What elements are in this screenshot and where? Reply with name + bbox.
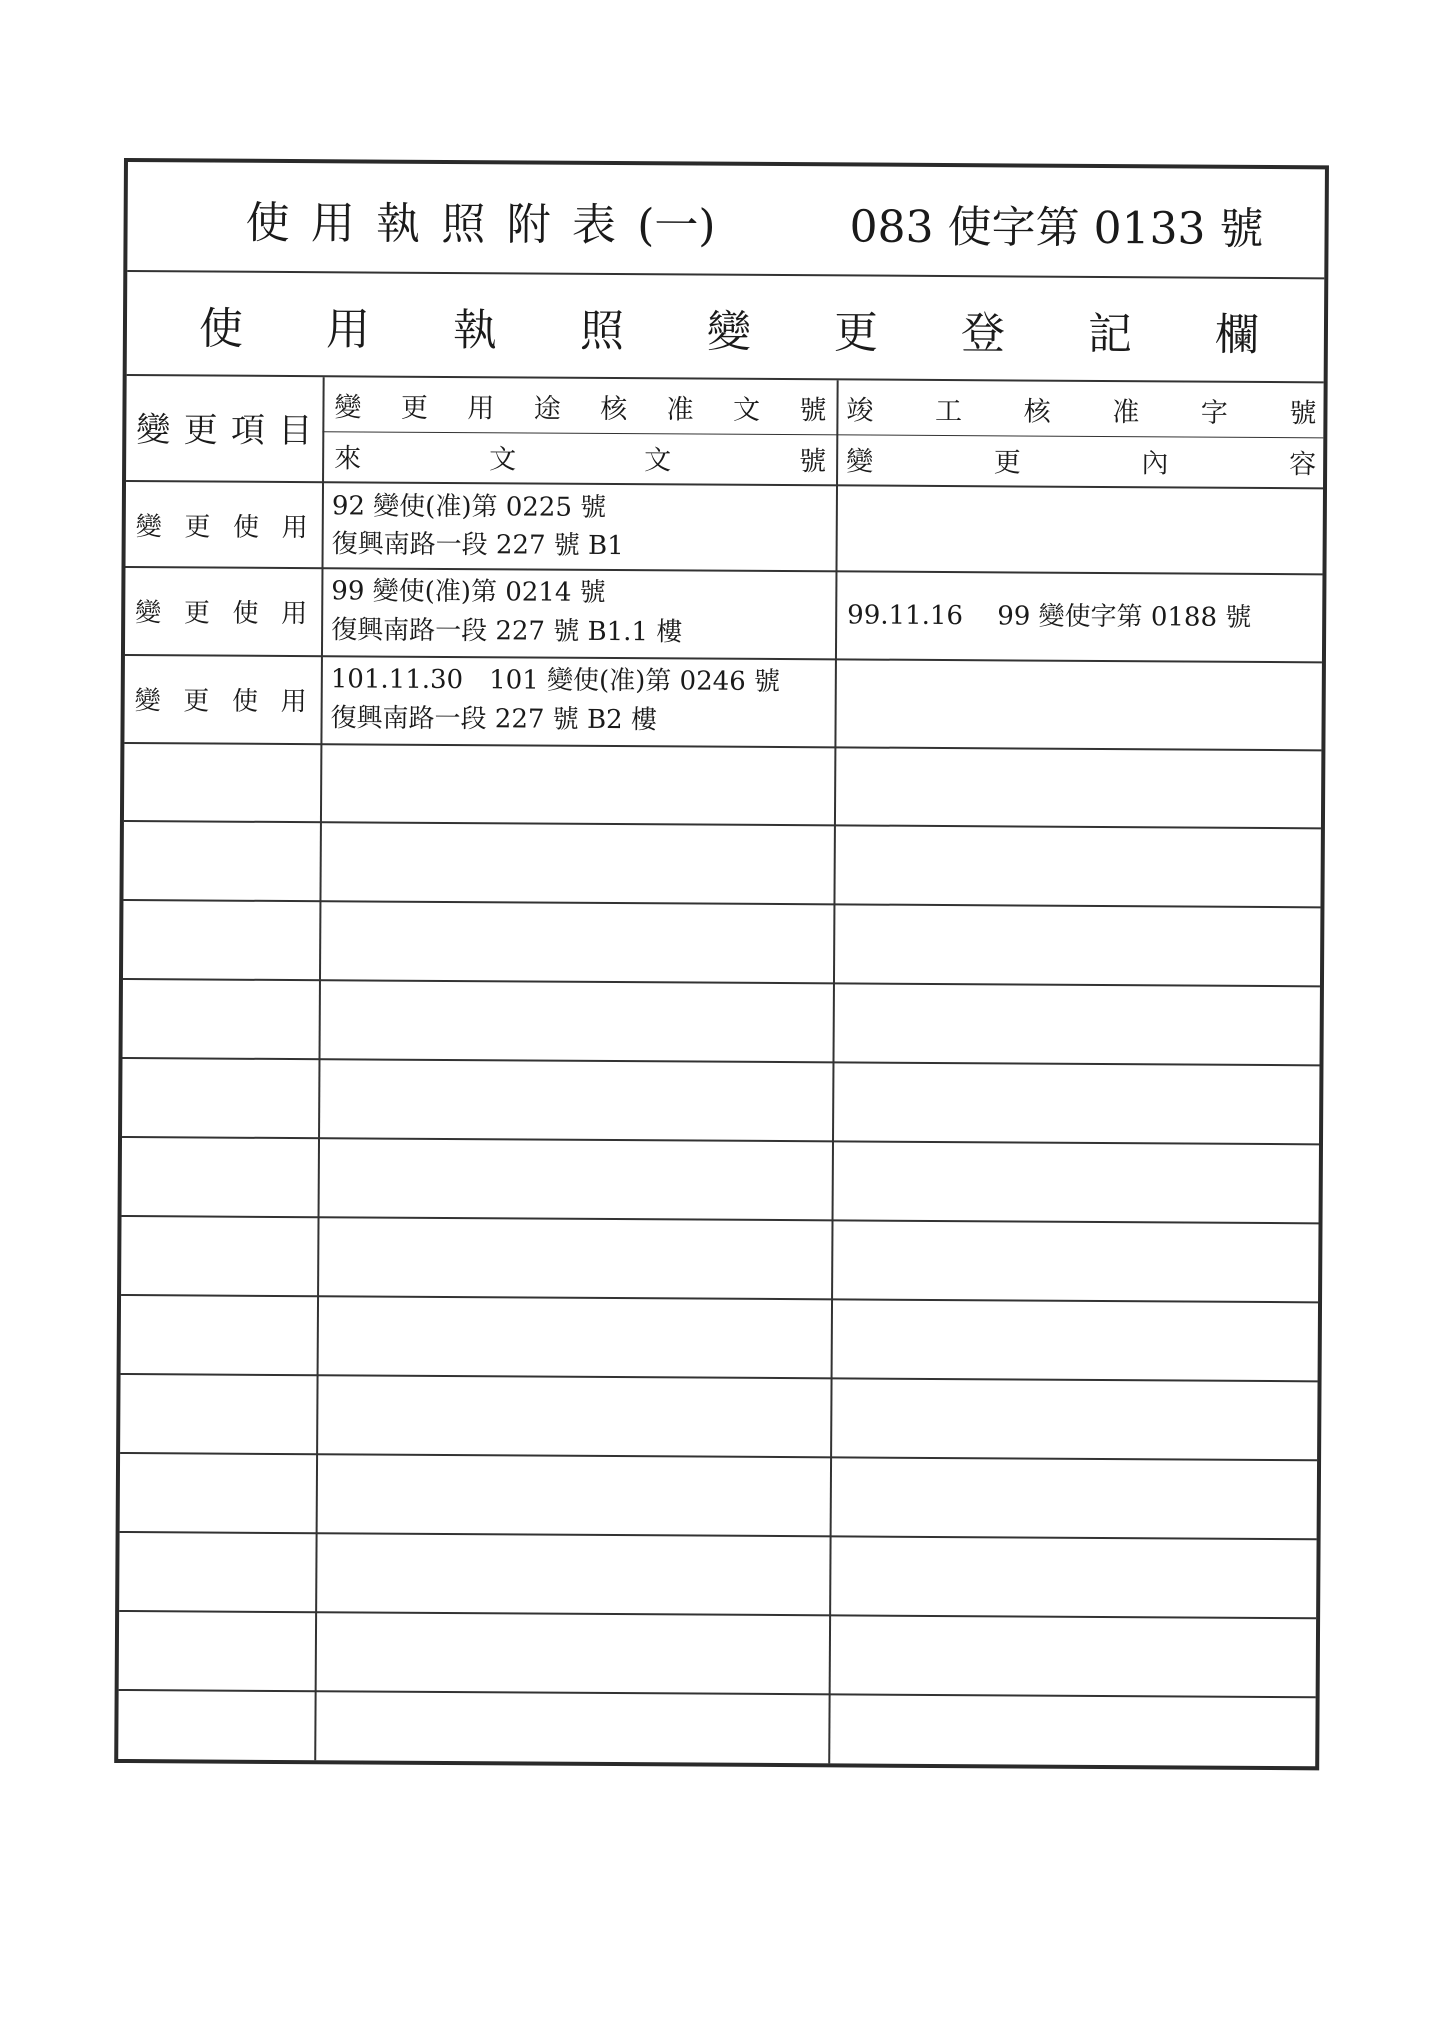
header-completion-approval-no [846,387,1316,430]
header-char: 變 [846,445,874,478]
header-char: 途 [533,393,561,425]
header-char: 更 [183,409,218,451]
header-char: 文 [644,444,672,476]
register-title-char: 更 [833,307,879,359]
row-doc-number: 101.11.30 101 變使(准)第 0246 號 [330,664,781,698]
header-char: 項 [230,410,266,451]
row-change-item [135,590,307,631]
item-char: 使 [231,686,259,717]
item-char: 用 [280,686,307,717]
empty-row-line [124,820,1321,829]
register-title-row [127,272,1325,383]
title-char: 照 [441,198,486,251]
header-bottom-line [126,480,1323,489]
title-char: 用 [310,198,356,250]
register-title-char: 執 [452,305,498,357]
title-char: 附 [506,199,551,251]
header-char: 變 [334,391,362,423]
register-title-char: 用 [325,304,371,356]
header-char: 文 [489,443,517,475]
empty-row-line [122,1215,1319,1224]
header-char: 文 [732,394,761,426]
title-char: (一) [637,200,716,252]
license-form [114,158,1329,1770]
register-title [199,294,1259,360]
row-line [124,742,1321,751]
row-line [125,566,1322,575]
register-title-char: 使 [198,303,244,355]
header-char: 號 [1289,397,1317,429]
empty-row-line [122,1057,1319,1066]
item-char: 變 [135,511,162,542]
empty-row-line [120,1452,1317,1461]
item-char: 更 [183,685,210,717]
empty-row-line [121,1373,1318,1382]
header-char: 更 [993,446,1021,478]
header-char: 工 [934,395,963,427]
header-change-content [846,438,1316,481]
row-completion: 99.11.16 99 變使字第 0188 號 [847,600,1252,633]
empty-row-line [123,899,1320,908]
title-char: 表 [571,199,617,252]
header-incoming-doc-no [334,435,826,478]
header-char: 號 [799,394,827,426]
row-change-item [136,504,308,545]
item-char: 變 [134,685,161,716]
header-char: 核 [600,393,628,425]
header-char: 號 [799,445,827,477]
register-title-char: 記 [1087,308,1133,361]
item-char: 使 [232,598,259,629]
row-change-item [135,678,307,719]
row-doc-number: 99 變使(准)第 0214 號 [331,576,606,608]
row-doc-number: 92 變使(准)第 0225 號 [331,491,607,523]
empty-row-line [119,1689,1316,1698]
row-address: 復興南路一段 227 號 B2 樓 [330,703,658,736]
change-register-table [118,376,1323,1766]
form-title [245,189,715,252]
empty-row-line [121,1294,1318,1303]
title-char: 執 [375,198,421,250]
header-char: 目 [278,410,313,451]
row-address: 復興南路一段 227 號 B1 [331,529,624,562]
header-char: 來 [334,442,362,474]
empty-row-line [123,978,1320,987]
item-char: 變 [135,597,162,628]
empty-row-line [120,1531,1317,1540]
column-divider [828,380,838,1763]
item-char: 用 [281,512,308,543]
header-char: 變 [136,409,171,450]
row-address: 復興南路一段 227 號 B1.1 樓 [331,615,683,648]
header-change-item [136,396,312,457]
header-char: 容 [1289,448,1317,480]
item-char: 更 [184,511,211,543]
empty-row-line [122,1136,1319,1145]
header-char: 核 [1023,396,1051,428]
register-title-char: 登 [960,308,1006,360]
header-char: 內 [1141,447,1169,479]
column-divider [314,377,324,1760]
header-char: 更 [400,392,428,424]
register-title-char: 照 [579,305,625,358]
empty-row-line [119,1610,1316,1619]
license-number: 083 使字第 0133 號 [849,201,1264,255]
register-title-char: 欄 [1214,309,1260,361]
header-approval-doc-no [334,384,826,427]
register-title-char: 變 [706,306,752,358]
header-char: 竣 [846,394,874,427]
item-char: 用 [281,598,308,629]
header-char: 用 [467,392,495,424]
item-char: 使 [232,512,260,543]
header-char: 准 [666,393,694,425]
title-row [127,162,1325,279]
title-char: 使 [245,197,290,250]
item-char: 更 [183,597,210,629]
header-char: 字 [1200,397,1228,429]
header-char: 准 [1112,396,1140,428]
